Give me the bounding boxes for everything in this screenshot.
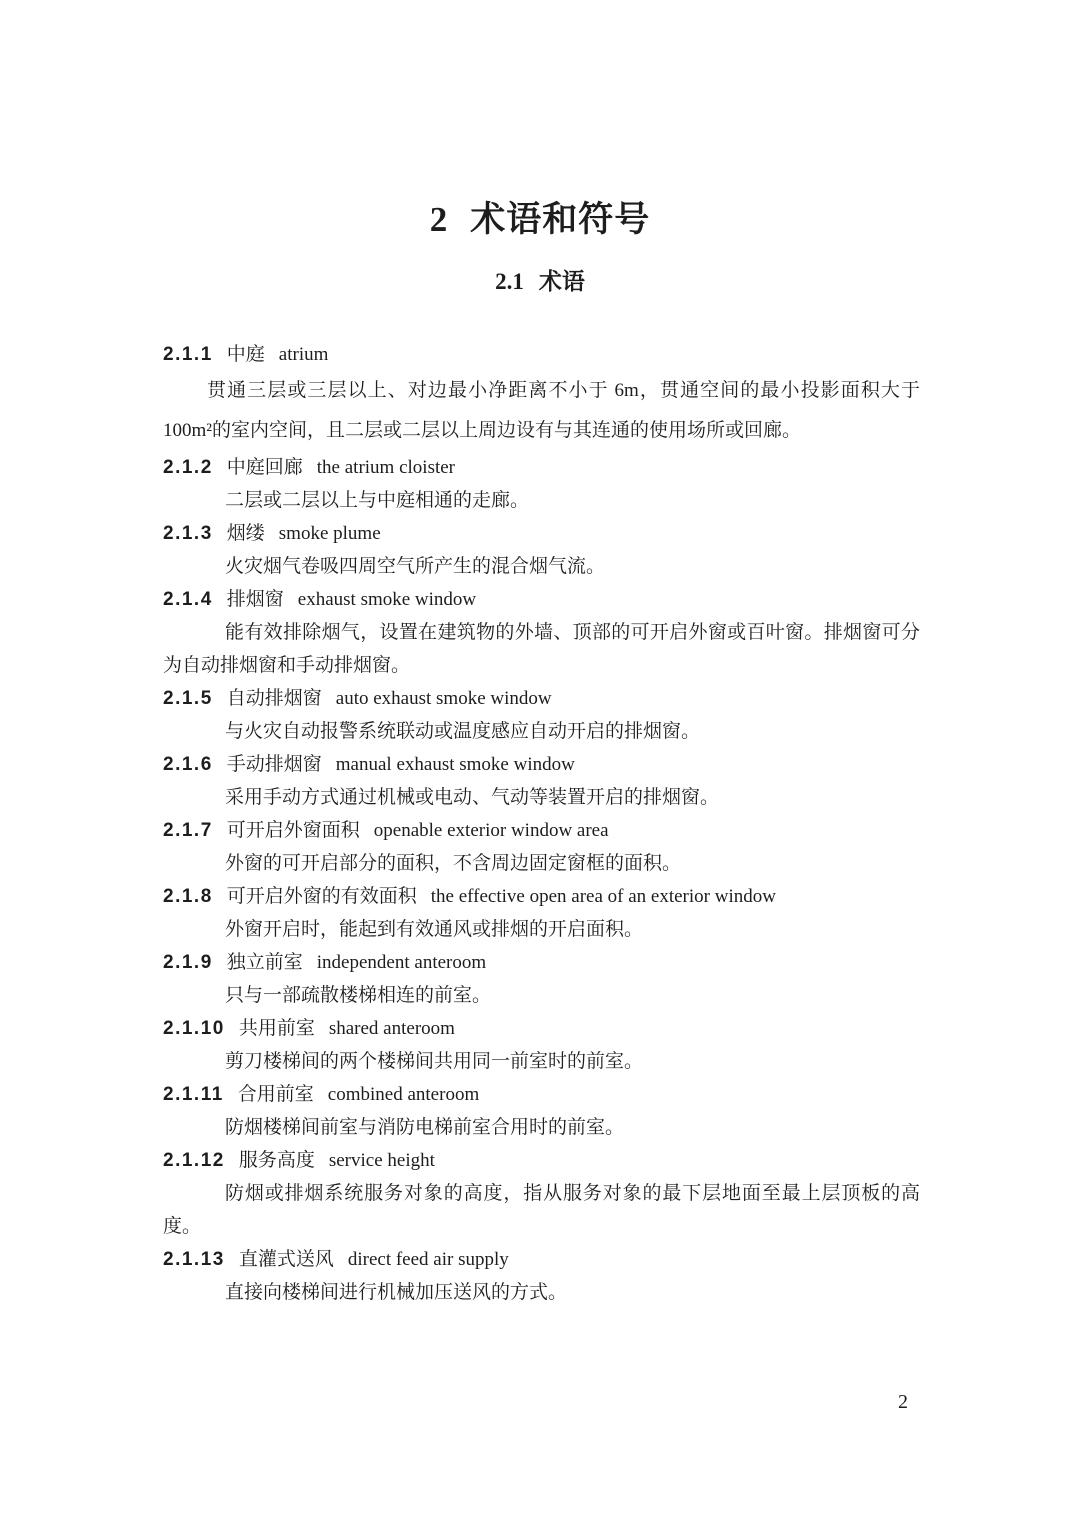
term-english: auto exhaust smoke window: [335, 688, 552, 709]
term-english: atrium: [278, 344, 329, 365]
term-english: service height: [328, 1150, 435, 1171]
term-number: 2.1.7: [163, 820, 213, 841]
term-chinese: 排烟窗: [226, 589, 284, 610]
term-number: 2.1.9: [163, 952, 213, 973]
term-definition: 二层或二层以上与中庭相通的走廊。: [225, 490, 530, 511]
term-item: [163, 1144, 920, 1243]
chapter-title-text: 术语和符号: [470, 200, 651, 239]
section-number: 2.1: [495, 269, 524, 294]
term-number: 2.1.11: [163, 1084, 224, 1105]
term-item: [163, 880, 920, 946]
term-definition: 采用手动方式通过机械或电动、气动等装置开启的排烟窗。: [225, 787, 720, 808]
term-chinese: 中庭回廊: [226, 457, 303, 478]
term-item: [163, 1078, 920, 1144]
term-chinese: 可开启外窗的有效面积: [226, 886, 417, 907]
terms-list: [163, 338, 920, 1309]
term-english: direct feed air supply: [347, 1249, 509, 1270]
term-definition: 防烟楼梯间前室与消防电梯前室合用时的前室。: [225, 1117, 625, 1138]
term-english: exhaust smoke window: [297, 589, 477, 610]
term-definition: 直接向楼梯间进行机械加压送风的方式。: [225, 1282, 568, 1303]
term-number: 2.1.6: [163, 754, 213, 775]
term-definition: 剪刀楼梯间的两个楼梯间共用同一前室时的前室。: [225, 1051, 644, 1072]
term-number: 2.1.13: [163, 1249, 225, 1270]
term-definition: 外窗的可开启部分的面积，不含周边固定窗框的面积。: [225, 853, 682, 874]
term-english: smoke plume: [278, 523, 381, 544]
term-chinese: 直灌式送风: [238, 1249, 334, 1270]
chapter-title: [0, 198, 1080, 242]
term-item: [163, 517, 920, 583]
term-chinese: 自动排烟窗: [226, 688, 322, 709]
term-number: 2.1.8: [163, 886, 213, 907]
term-heading: [163, 1243, 920, 1276]
term-heading: [163, 338, 920, 371]
term-item: [163, 338, 920, 451]
term-definition: 外窗开启时，能起到有效通风或排烟的开启面积。: [225, 919, 644, 940]
term-chinese: 烟缕: [226, 523, 265, 544]
term-heading: [163, 880, 920, 913]
term-heading: [163, 1012, 920, 1045]
term-number: 2.1.3: [163, 523, 213, 544]
term-chinese: 合用前室: [237, 1084, 314, 1105]
term-item: [163, 1012, 920, 1078]
term-chinese: 独立前室: [226, 952, 303, 973]
term-item: [163, 946, 920, 1012]
term-number: 2.1.4: [163, 589, 213, 610]
term-definition: 防烟或排烟系统服务对象的高度，指从服务对象的最下层地面至最上层顶板的高度。: [163, 1183, 920, 1237]
term-definition: 能有效排除烟气，设置在建筑物的外墙、顶部的可开启外窗或百叶窗。排烟窗可分为自动排烟窗和手动排烟窗。: [163, 622, 920, 676]
term-english: shared anteroom: [328, 1018, 455, 1039]
term-chinese: 共用前室: [238, 1018, 315, 1039]
term-item: [163, 583, 920, 682]
term-chinese: 中庭: [226, 344, 265, 365]
term-item: [163, 748, 920, 814]
term-definition: 贯通三层或三层以上、对边最小净距离不小于 6m，贯通空间的最小投影面积大于100m²的室内空间，且二层或二层以上周边设有与其连通的使用场所或回廊。: [163, 380, 920, 441]
term-chinese: 服务高度: [238, 1150, 315, 1171]
term-english: manual exhaust smoke window: [335, 754, 575, 775]
term-number: 2.1.5: [163, 688, 213, 709]
term-english: independent anteroom: [316, 952, 487, 973]
term-english: the effective open area of an exterior window: [430, 886, 776, 907]
term-number: 2.1.10: [163, 1018, 225, 1039]
term-heading: [163, 451, 920, 484]
term-english: the atrium cloister: [316, 457, 456, 478]
term-heading: [163, 682, 920, 715]
term-english: openable exterior window area: [373, 820, 609, 841]
term-chinese: 手动排烟窗: [226, 754, 322, 775]
term-heading: [163, 946, 920, 979]
page-number: 2: [898, 1391, 908, 1413]
term-heading: [163, 1144, 920, 1177]
term-heading: [163, 517, 920, 550]
term-heading: [163, 1078, 920, 1111]
term-item: [163, 814, 920, 880]
term-definition: 只与一部疏散楼梯相连的前室。: [225, 985, 492, 1006]
term-heading: [163, 748, 920, 781]
term-definition: 与火灾自动报警系统联动或温度感应自动开启的排烟窗。: [225, 721, 701, 742]
term-heading: [163, 814, 920, 847]
term-number: 2.1.1: [163, 344, 213, 365]
term-item: [163, 682, 920, 748]
chapter-number: 2: [429, 200, 449, 239]
term-number: 2.1.12: [163, 1150, 225, 1171]
term-item: [163, 1243, 920, 1309]
term-definition: 火灾烟气卷吸四周空气所产生的混合烟气流。: [225, 556, 606, 577]
term-chinese: 可开启外窗面积: [226, 820, 360, 841]
term-item: [163, 451, 920, 517]
term-number: 2.1.2: [163, 457, 213, 478]
section-title: [0, 268, 1080, 296]
section-title-text: 术语: [538, 269, 585, 294]
term-english: combined anteroom: [327, 1084, 480, 1105]
term-heading: [163, 583, 920, 616]
